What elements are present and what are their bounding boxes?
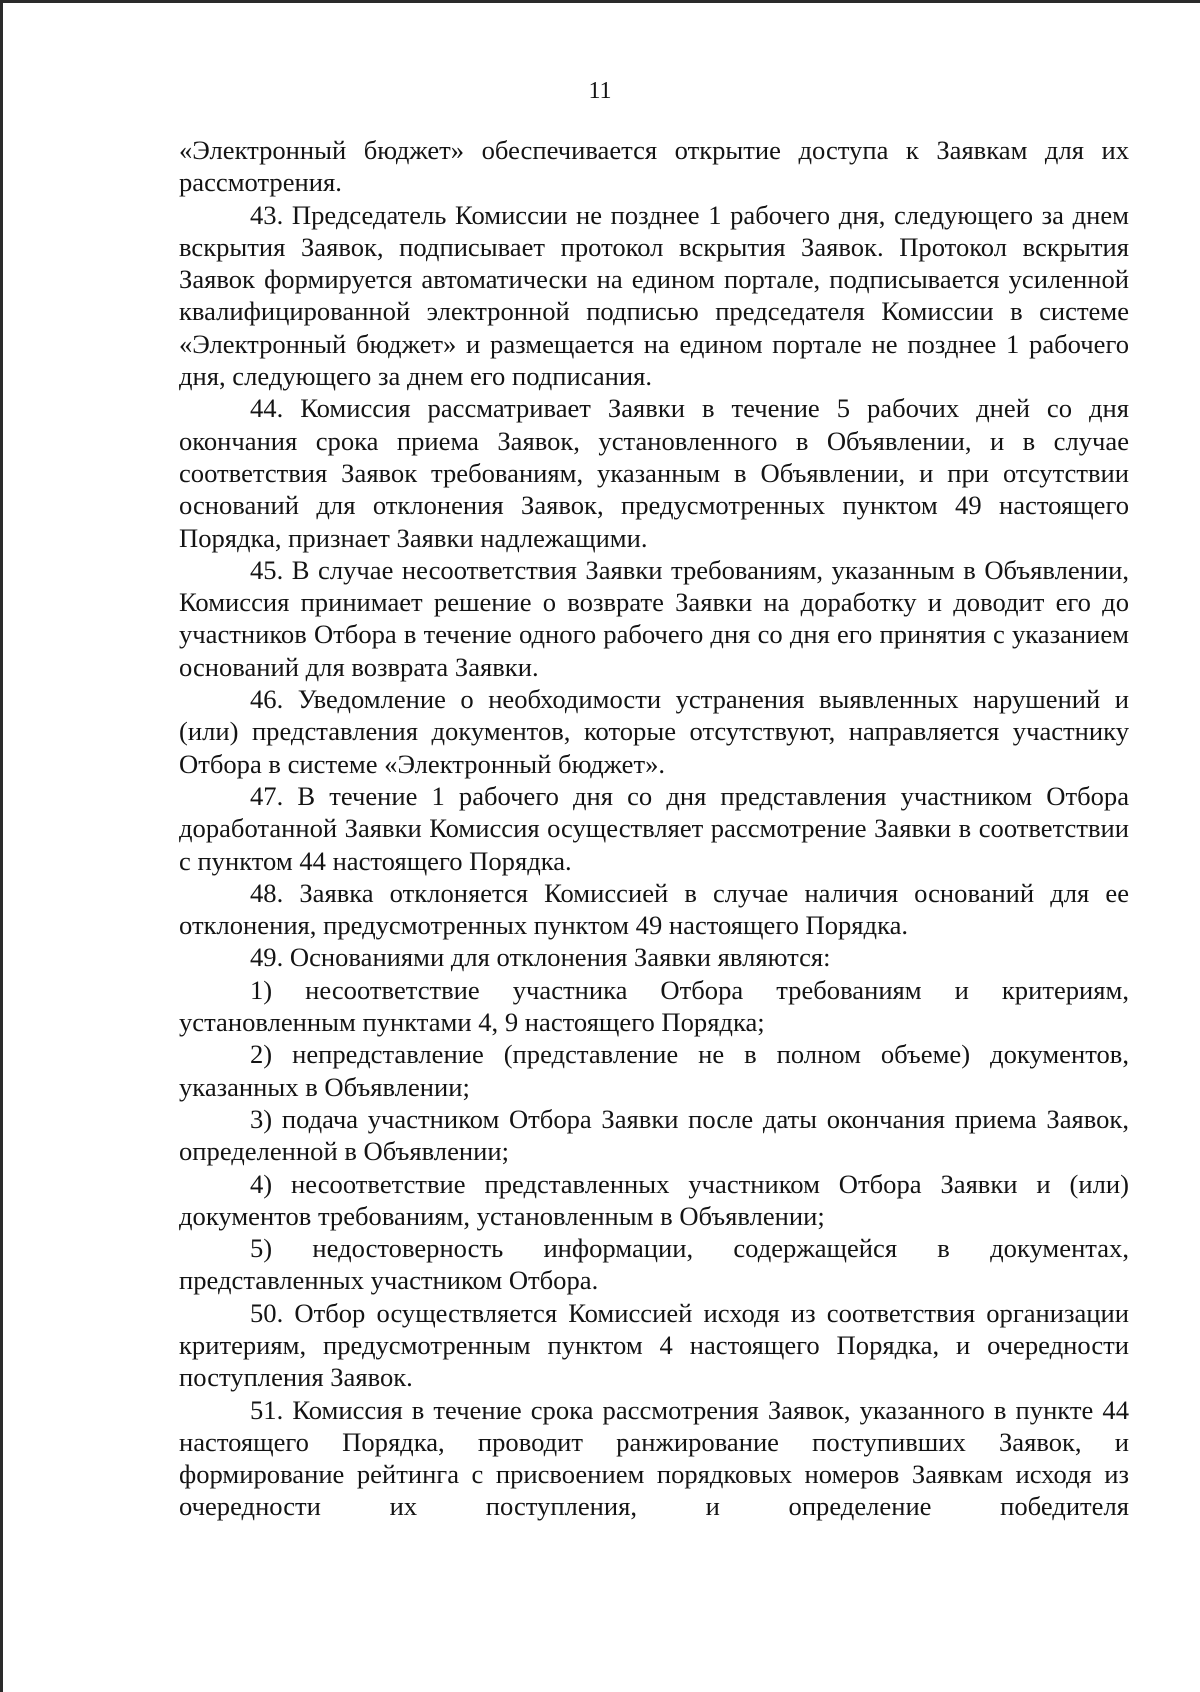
paragraph-48: 48. Заявка отклоняется Комиссией в случае наличия оснований для ее отклонения, предусмотренных пунктом 49 настоящего Порядка. [179, 877, 1129, 941]
list-item-3: 3) подача участником Отбора Заявки после даты окончания приема Заявок, определенной в Объявлении; [179, 1103, 1129, 1167]
paragraph-45: 45. В случае несоответствия Заявки требованиям, указанным в Объявлении, Комиссия принимает решение о возврате Заявки на доработку и доводит его до участников Отбора в течение одного рабочего дня со дня его принятия с указанием оснований для возврата Заявки. [179, 554, 1129, 682]
paragraph-43: 43. Председатель Комиссии не позднее 1 рабочего дня, следующего за днем вскрытия Заявок, подписывает протокол вскрытия Заявок. Протокол вскрытия Заявок формируется автоматически на едином портале, подписывается усиленной квалифицированной электронной подписью председателя Комиссии в системе «Электронный бюджет» и размещается на едином портале не позднее 1 рабочего дня, следующего за днем его подписания. [179, 199, 1129, 392]
document-body [179, 134, 1129, 1523]
page-number: 11 [588, 78, 612, 104]
scan-edge-top [0, 0, 1200, 3]
paragraph-44: 44. Комиссия рассматривает Заявки в течение 5 рабочих дней со дня окончания срока приема Заявок, установленного в Объявлении, и в случае соответствия Заявок требованиям, указанным в Объявлении, и при отсутствии оснований для отклонения Заявок, предусмотренных пунктом 49 настоящего Порядка, признает Заявки надлежащими. [179, 393, 1129, 553]
paragraph-47: 47. В течение 1 рабочего дня со дня представления участником Отбора доработанной Заявки Комиссия осуществляет рассмотрение Заявки в соответствии с пунктом 44 настоящего Порядка. [179, 780, 1129, 876]
list-item-2: 2) непредставление (представление не в полном объеме) документов, указанных в Объявлении; [179, 1039, 1129, 1102]
paragraph-50: 50. Отбор осуществляется Комиссией исходя из соответствия организации критериям, предусмотренным пунктом 4 настоящего Порядка, и очередности поступления Заявок. [179, 1297, 1129, 1393]
paragraph-51: 51. Комиссия в течение срока рассмотрения Заявок, указанного в пункте 44 настоящего Порядка, проводит ранжирование поступивших Заявок, и формирование рейтинга с присвоением порядковых номеров Заявкам исходя из очередности их поступления, и определение победителя [179, 1394, 1129, 1522]
paragraph-46: 46. Уведомление о необходимости устранения выявленных нарушений и (или) представления документов, которые отсутствуют, направляется участнику Отбора в системе «Электронный бюджет». [179, 684, 1129, 779]
list-item-1: 1) несоответствие участника Отбора требованиям и критериям, установленным пунктами 4, 9 настоящего Порядка; [179, 974, 1129, 1038]
paragraph-49: 49. Основаниями для отклонения Заявки являются: [250, 942, 831, 973]
paragraph-continuation: «Электронный бюджет» обеспечивается открытие доступа к Заявкам для их рассмотрения. [179, 135, 1129, 198]
list-item-5: 5) недостоверность информации, содержащейся в документах, представленных участником Отбора. [179, 1233, 1129, 1296]
list-item-4: 4) несоответствие представленных участником Отбора Заявки и (или) документов требованиям, установленным в Объявлении; [179, 1168, 1129, 1231]
scan-edge-left [0, 0, 3, 1692]
